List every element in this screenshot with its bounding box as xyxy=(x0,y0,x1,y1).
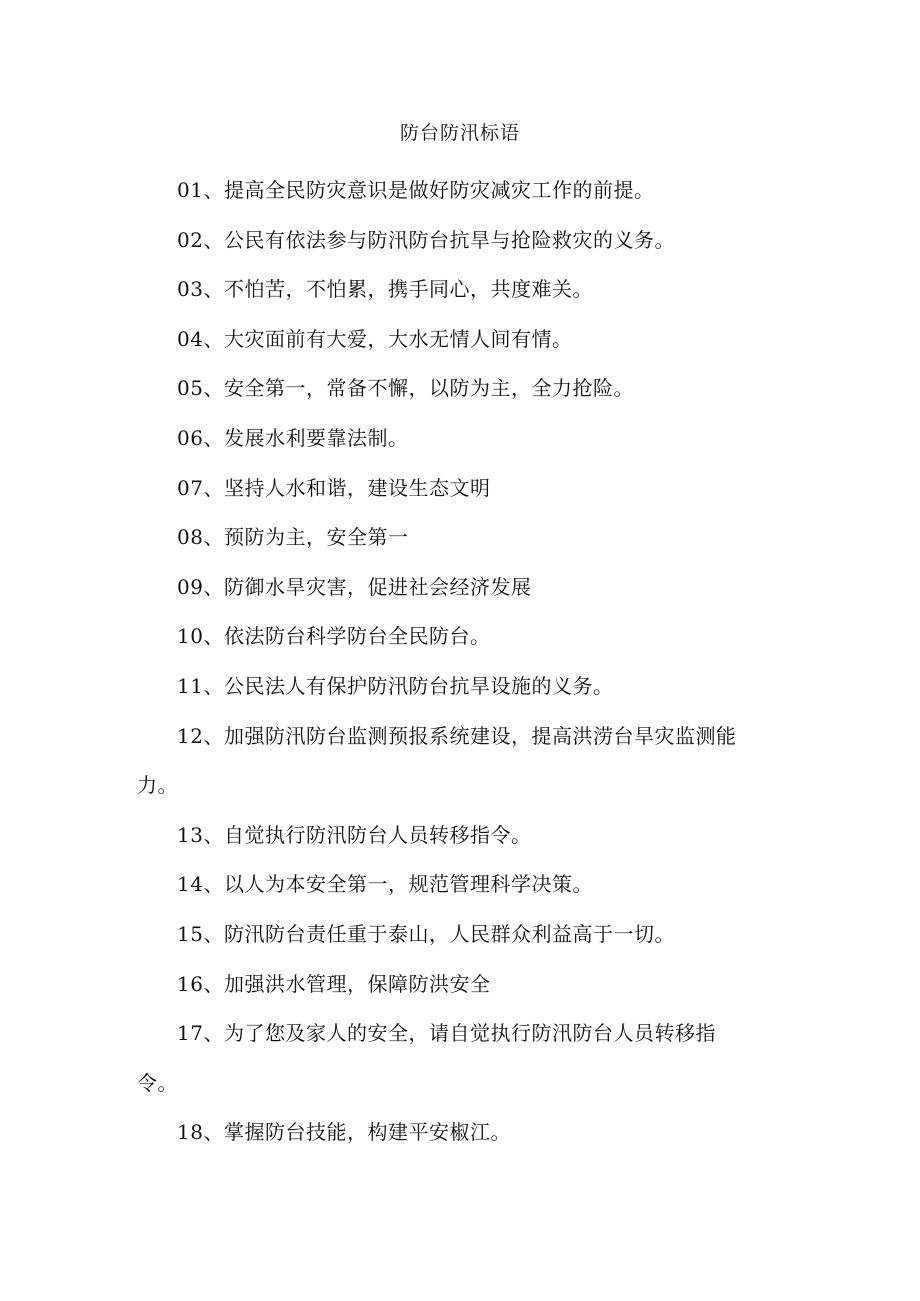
slogan-item-03: 03、不怕苦，不怕累，携手同心，共度难关。 xyxy=(177,277,593,302)
slogan-item-18: 18、掌握防台技能，构建平安椒江。 xyxy=(177,1120,511,1145)
slogan-item-14: 14、以人为本安全第一，规范管理科学决策。 xyxy=(177,872,593,897)
slogan-item-12-continuation: 力。 xyxy=(137,773,178,798)
slogan-item-07: 07、坚持人水和谐，建设生态文明 xyxy=(177,475,491,500)
slogan-item-08: 08、预防为主，安全第一 xyxy=(177,525,409,550)
slogan-item-13: 13、自觉执行防汛防台人员转移指令。 xyxy=(177,822,532,847)
slogan-item-02: 02、公民有依法参与防汛防台抗旱与抢险救灾的义务。 xyxy=(177,227,675,252)
slogan-item-12: 12、加强防汛防台监测预报系统建设，提高洪涝台旱灾监测能 xyxy=(177,723,737,748)
slogan-item-06: 06、发展水利要靠法制。 xyxy=(177,425,409,450)
slogan-item-05: 05、安全第一，常备不懈，以防为主，全力抢险。 xyxy=(177,376,634,401)
slogan-item-16: 16、加强洪水管理，保障防洪安全 xyxy=(177,971,491,996)
slogan-item-04: 04、大灾面前有大爱，大水无情人间有情。 xyxy=(177,326,573,351)
slogan-item-17: 17、为了您及家人的安全，请自觉执行防汛防台人员转移指 xyxy=(177,1021,716,1046)
slogan-item-11: 11、公民法人有保护防汛防台抗旱设施的义务。 xyxy=(177,673,614,698)
slogan-item-01: 01、提高全民防灾意识是做好防灾减灾工作的前提。 xyxy=(177,178,655,202)
slogan-item-17-continuation: 令。 xyxy=(137,1070,178,1095)
document-title: 防台防汛标语 xyxy=(399,122,520,144)
slogan-item-09: 09、防御水旱灾害，促进社会经济发展 xyxy=(177,574,532,599)
slogan-item-15: 15、防汛防台责任重于泰山，人民群众利益高于一切。 xyxy=(177,921,675,946)
slogan-item-10: 10、依法防台科学防台全民防台。 xyxy=(177,624,491,649)
slogan-list xyxy=(137,166,777,1158)
